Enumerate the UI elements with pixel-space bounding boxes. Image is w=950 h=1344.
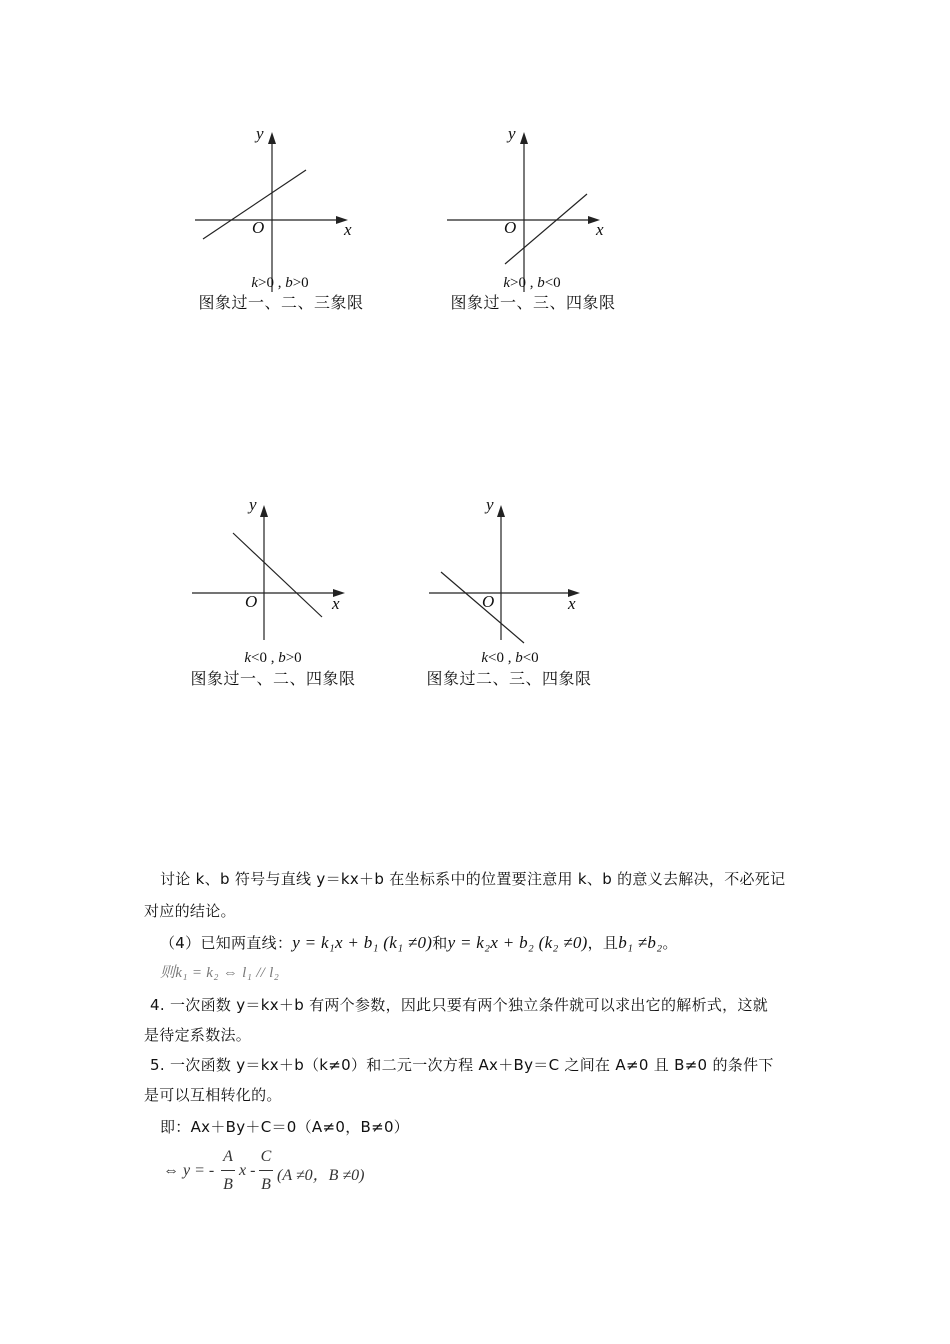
origin-label: O [482,592,495,611]
y-axis-label: y [256,124,264,143]
graph-3-quadrants: 图象过一、二、四象限 [190,669,356,688]
y-axis-arrow-icon [497,505,505,517]
frac-1-bar [221,1170,235,1171]
line-1-formula: y = k₁x + b₁ (k₁ ≠0) [292,933,433,952]
item-4-end: 。 [662,934,678,952]
item-5-line-2: 是可以互相转化的。 [144,1086,282,1104]
graph-2-quadrants: 图象过一、三、四象限 [450,293,616,312]
parallel-condition: 则k₁ = k₂ ⇔ l₁ // l₂ [160,965,280,981]
y-axis-arrow-icon [260,505,268,517]
y-axis-label: y [508,124,516,143]
graph-4-quadrants: 图象过二、三、四象限 [426,669,592,688]
graph-1-condition: k>0 , b>0 [251,275,309,291]
intercept-condition: b₁ ≠b₂ [618,933,663,952]
mid-x: x - [239,1162,256,1179]
line-2-formula: y = k₂x + b₂ (k₂ ≠0) [447,933,588,952]
frac-2-denominator: B [261,1176,271,1193]
function-line [505,194,587,264]
item-4-and: 和 [432,934,448,952]
origin-label: O [245,592,258,611]
graph-4-condition: k<0 , b<0 [481,650,539,666]
graph-1-svg [190,122,390,322]
discussion-line-1: 讨论 k、b 符号与直线 y＝kx＋b 在坐标系中的位置要注意用 k、b 的意义去解决，不必死记 [160,870,786,888]
equiv-condition: (A ≠0，B ≠0) [277,1167,365,1184]
x-axis-label: x [344,220,352,239]
item-4-line-1: 4. 一次函数 y＝kx＋b 有两个参数，因此只要有两个独立条件就可以求出它的解析式，这就 [150,996,769,1014]
frac-1-numerator: A [223,1148,233,1165]
frac-2-numerator: C [260,1148,272,1165]
item-4-line-2: 是待定系数法。 [144,1026,252,1044]
origin-label: O [504,218,517,237]
discussion-line-2: 对应的结论。 [144,902,236,920]
frac-2-bar [259,1170,273,1171]
x-axis-label: x [568,594,576,613]
graph-3-condition: k<0 , b>0 [244,650,302,666]
equiv-prefix: ⇔ y = - [163,1162,215,1179]
item-4-prefix: （4）已知两直线： [160,934,293,952]
x-axis-label: x [332,594,340,613]
graph-2-condition: k>0 , b<0 [503,275,561,291]
origin-label: O [252,218,265,237]
y-axis-label: y [486,495,494,514]
y-axis-arrow-icon [268,132,276,144]
item-5-line-1: 5. 一次函数 y＝kx＋b（k≠0）和二元一次方程 Ax＋By＝C 之间在 A≠0 且 B≠0 的条件下 [150,1056,774,1074]
item-4-suffix: ，且 [587,934,619,952]
frac-1-denominator: B [223,1176,233,1193]
x-axis-label: x [596,220,604,239]
namely-line: 即：Ax＋By＋C＝0（A≠0，B≠0） [160,1118,410,1136]
graph-2-svg [442,122,642,322]
y-axis-arrow-icon [520,132,528,144]
item-4-two-lines [160,928,678,958]
y-axis-label: y [249,495,257,514]
graph-1-quadrants: 图象过一、二、三象限 [198,293,364,312]
